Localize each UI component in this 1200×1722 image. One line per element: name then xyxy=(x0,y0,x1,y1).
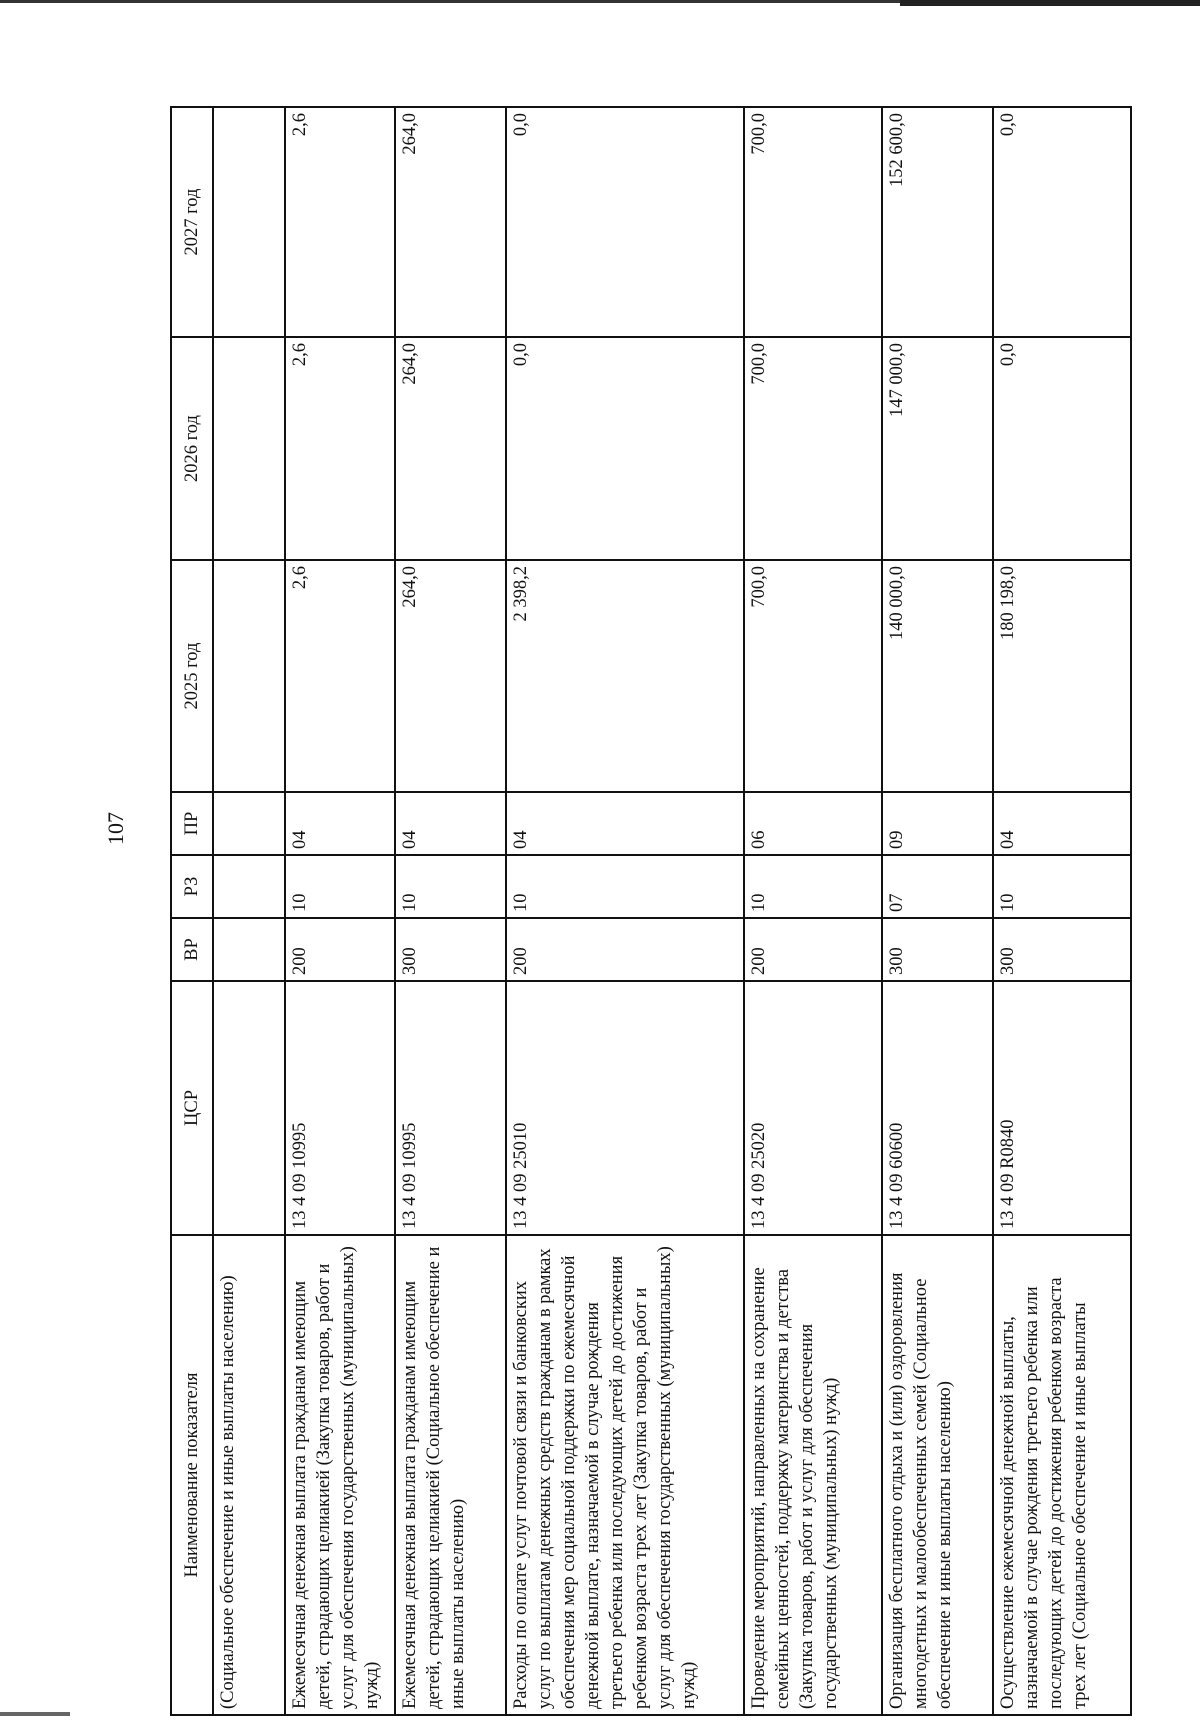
cell-vr: 300 xyxy=(395,918,505,981)
cell-rz: 10 xyxy=(506,855,745,918)
cell-2025: 264,0 xyxy=(395,560,505,792)
cell-vr: 200 xyxy=(744,918,882,981)
cell-name: Проведение мероприятий, направленных на сохранение семейных ценностей, поддержку материнства и детства (Закупка товаров, работ и услуг для обеспечения государственных (муниципальных) нужд) xyxy=(744,1235,882,1715)
cell-rz: 10 xyxy=(285,855,395,918)
cell-2025: 140 000,0 xyxy=(882,560,992,792)
cell-2026: 264,0 xyxy=(395,337,505,560)
cell-pr: 04 xyxy=(993,792,1131,855)
cell-name: Организация бесплатного отдыха и (или) оздоровления многодетных и малообеспеченных семей (Социальное обеспечение и иные выплаты населению) xyxy=(882,1235,992,1715)
header-2025: 2025 год xyxy=(171,560,213,792)
cell-rz: 10 xyxy=(395,855,505,918)
header-2027: 2027 год xyxy=(171,107,213,337)
header-name: Наименование показателя xyxy=(171,1235,213,1715)
cell-name: Осуществление ежемесячной денежной выплаты, назначаемой в случае рождения третьего ребенка или последующих детей до достижения ребенком возраста трех лет (Социальное обеспечение и иные выплаты xyxy=(993,1235,1131,1715)
scan-edge-bottom xyxy=(0,1712,70,1716)
cell-2025: 2 398,2 xyxy=(506,560,745,792)
rotated-table-container xyxy=(170,108,1132,1716)
table-row xyxy=(285,107,395,1715)
cell-vr xyxy=(213,918,285,981)
cell-csr: 13 4 09 25020 xyxy=(744,981,882,1235)
cell-vr: 200 xyxy=(506,918,745,981)
page-number: 107 xyxy=(103,812,128,845)
cell-2026: 2,6 xyxy=(285,337,395,560)
cell-rz: 07 xyxy=(882,855,992,918)
cell-2025: 2,6 xyxy=(285,560,395,792)
cell-2027: 152 600,0 xyxy=(882,107,992,337)
cell-2025: 700,0 xyxy=(744,560,882,792)
table-row xyxy=(882,107,992,1715)
cell-2025 xyxy=(213,560,285,792)
cell-csr: 13 4 09 R0840 xyxy=(993,981,1131,1235)
cell-name: (Социальное обеспечение и иные выплаты населению) xyxy=(213,1235,285,1715)
cell-csr: 13 4 09 10995 xyxy=(395,981,505,1235)
cell-vr: 300 xyxy=(882,918,992,981)
header-pr: ПР xyxy=(171,792,213,855)
header-2026: 2026 год xyxy=(171,337,213,560)
cell-2027: 0,0 xyxy=(506,107,745,337)
table-row xyxy=(506,107,745,1715)
cell-name: Ежемесячная денежная выплата гражданам имеющим детей, страдающих целиакией (Социальное обеспечение и иные выплаты населению) xyxy=(395,1235,505,1715)
header-csr: ЦСР xyxy=(171,981,213,1235)
cell-2027: 2,6 xyxy=(285,107,395,337)
table-row xyxy=(213,107,285,1715)
cell-2027 xyxy=(213,107,285,337)
header-rz: РЗ xyxy=(171,855,213,918)
cell-rz xyxy=(213,855,285,918)
cell-2027: 700,0 xyxy=(744,107,882,337)
cell-2026: 700,0 xyxy=(744,337,882,560)
cell-rz: 10 xyxy=(993,855,1131,918)
table-header-row xyxy=(171,107,213,1715)
cell-2027: 0,0 xyxy=(993,107,1131,337)
cell-pr: 09 xyxy=(882,792,992,855)
cell-csr: 13 4 09 60600 xyxy=(882,981,992,1235)
budget-table xyxy=(170,106,1132,1716)
cell-pr: 04 xyxy=(395,792,505,855)
cell-name: Расходы по оплате услуг почтовой связи и банковских услуг по выплатам денежных средств гражданам в рамках обеспечения мер социальной поддержки по ежемесячной денежной выплате, назначаемой в случае рождения третьего ребенка или последующих детей до достижения ребенком возраста трех лет (Закупка товаров, работ и услуг для обеспечения государственных (муниципальных) нужд) xyxy=(506,1235,745,1715)
cell-csr xyxy=(213,981,285,1235)
cell-2026: 147 000,0 xyxy=(882,337,992,560)
scan-edge-top-shadow xyxy=(900,0,1200,6)
cell-vr: 300 xyxy=(993,918,1131,981)
cell-rz: 10 xyxy=(744,855,882,918)
cell-pr: 04 xyxy=(506,792,745,855)
table-row xyxy=(395,107,505,1715)
cell-2026: 0,0 xyxy=(993,337,1131,560)
cell-csr: 13 4 09 10995 xyxy=(285,981,395,1235)
header-vr: ВР xyxy=(171,918,213,981)
cell-2026: 0,0 xyxy=(506,337,745,560)
cell-pr: 04 xyxy=(285,792,395,855)
cell-pr xyxy=(213,792,285,855)
cell-pr: 06 xyxy=(744,792,882,855)
cell-name: Ежемесячная денежная выплата гражданам имеющим детей, страдающих целиакией (Закупка товаров, работ и услуг для обеспечения государственных (муниципальных) нужд) xyxy=(285,1235,395,1715)
cell-csr: 13 4 09 25010 xyxy=(506,981,745,1235)
cell-2025: 180 198,0 xyxy=(993,560,1131,792)
cell-vr: 200 xyxy=(285,918,395,981)
cell-2026 xyxy=(213,337,285,560)
table-row xyxy=(993,107,1131,1715)
cell-2027: 264,0 xyxy=(395,107,505,337)
table-row xyxy=(744,107,882,1715)
